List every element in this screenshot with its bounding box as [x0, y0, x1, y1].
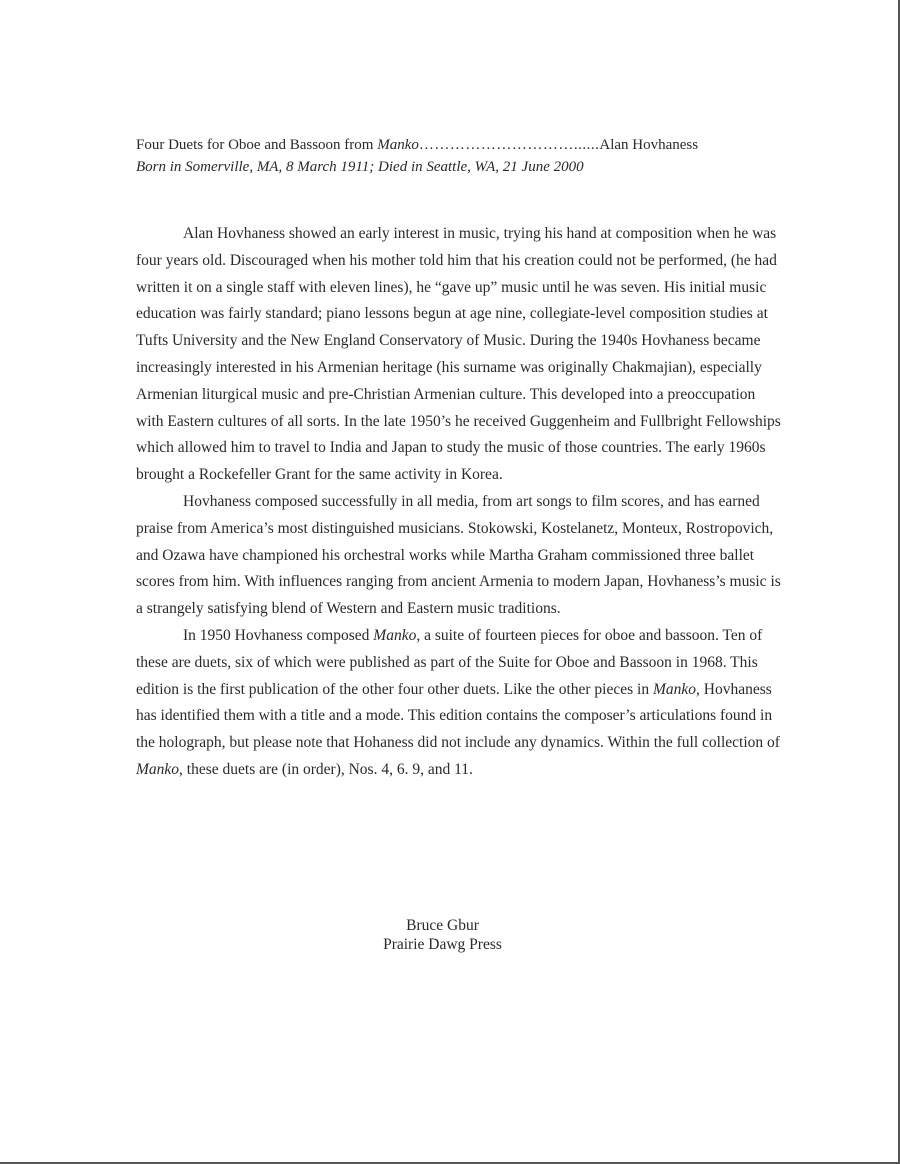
- paragraph-reputation: Hovhaness composed successfully in all media, from art songs to film scores, and has earned praise from America’s most distinguished musicians. Stokowski, Kostelanetz, Monteux, Rostropovich, and Ozawa have championed his orchestral works while Martha Graham commissioned three ballet scores from him. With influences ranging from ancient Armenia to modern Japan, Hovhaness’s music is a strangely satisfying blend of Western and Eastern music traditions.: [136, 492, 781, 618]
- composer-name: Alan Hovhaness: [599, 137, 699, 153]
- work-title: Manko: [377, 137, 419, 153]
- title-line: [136, 134, 776, 156]
- piece-title: Four Duets for Oboe and Bassoon from Manko: [136, 137, 419, 153]
- composer-dates: Born in Somerville, MA, 8 March 1911; Died in Seattle, WA, 21 June 2000: [136, 159, 584, 175]
- publisher-name: Prairie Dawg Press: [383, 936, 502, 953]
- paragraph-biography: Alan Hovhaness showed an early interest in music, trying his hand at composition when he was four years old. Discouraged when his mother told him that his creation could not be performed, (he had written it on a single staff with eleven lines), he “gave up” music until he was seven. His initial music education was fairly standard; piano lessons begun at age nine, collegiate-level composition studies at Tufts University and the New England Conservatory of Music. During the 1940s Hovhaness became increasingly interested in his Armenian heritage (his surname was originally Chakmajian), especially Armenian liturgical music and pre-Christian Armenian culture. This developed into a preoccupation with Eastern cultures of all sorts. In the late 1950’s he received Guggenheim and Fullbright Fellowships which allowed him to travel to India and Japan to study the music of those countries. The early 1960s brought a Rockefeller Grant for the same activity in Korea.: [136, 225, 781, 484]
- title-leader-dots: …………………………......: [418, 137, 600, 153]
- author-name: Bruce Gbur: [406, 917, 479, 934]
- document-heading: [136, 134, 776, 178]
- paragraph-edition: In 1950 Hovhaness composed Manko, a suite of fourteen pieces for oboe and bassoon. Ten of these are duets, six of which were published as part of the Suite for Oboe and Bassoon in 1968. This edition is the first publication of the other four other duets. Like the other pieces in Manko, Hovhaness has identified them with a title and a mode. This edition contains the composer’s articulations found in the holograph, but please note that Hohaness did not include any dynamics. Within the full collection of Manko, these duets are (in order), Nos. 4, 6. 9, and 11.: [136, 626, 780, 778]
- body-text: [136, 221, 786, 784]
- signature-block: [300, 916, 585, 954]
